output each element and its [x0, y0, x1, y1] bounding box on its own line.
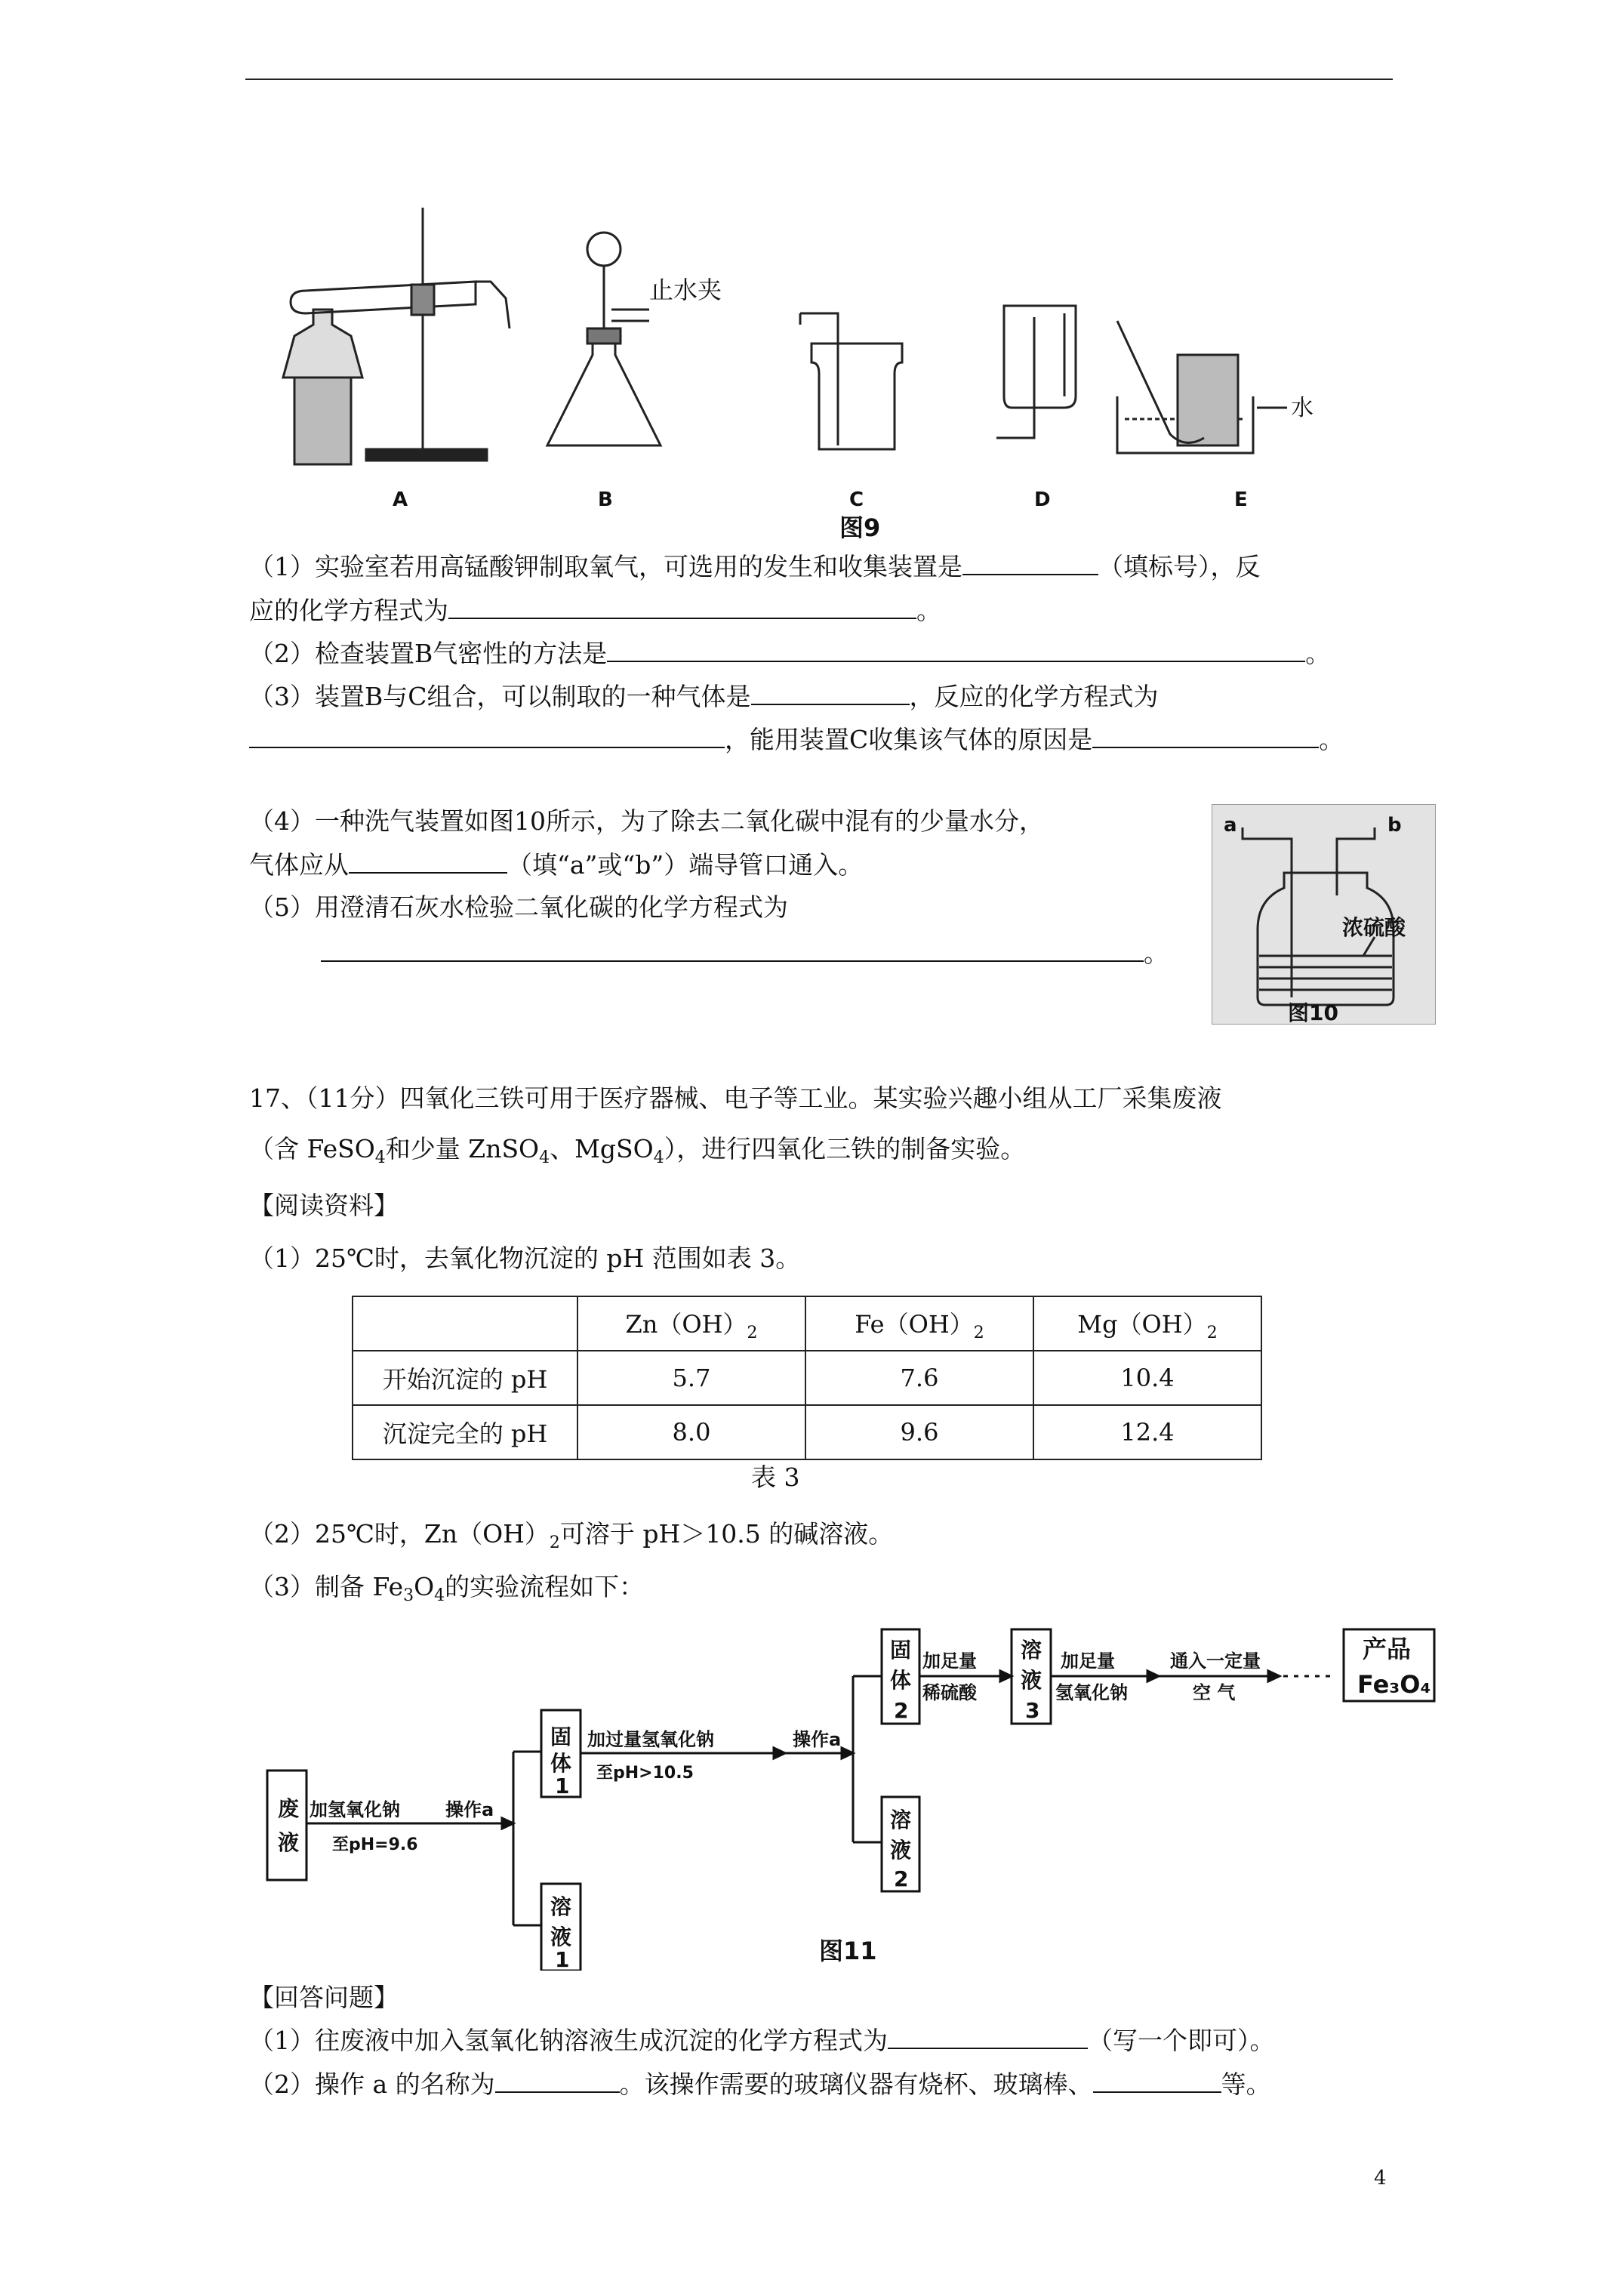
- fig10-label-a: a: [1224, 814, 1237, 837]
- step4-top: 加足量: [1061, 1650, 1115, 1672]
- gas-bottle-icon: [812, 344, 902, 449]
- figure-9: [249, 193, 1427, 555]
- product-bottom: Fe₃O₄: [1357, 1670, 1431, 1699]
- sol3-1: 溶: [1021, 1638, 1042, 1663]
- table-header-row: [353, 1296, 1261, 1351]
- conical-flask-icon: [547, 344, 661, 445]
- fig11-caption: 图11: [819, 1937, 877, 1965]
- reading-2: （2）25℃时，$Zn(OH)_2$可溶于 pH＞10.5 的碱溶液。: [249, 1519, 894, 1552]
- q17-intro-1: 17、（11分）四氧化三铁可用于医疗器械、电子等工业。某实验兴趣小组从工厂采集废液: [249, 1083, 1222, 1113]
- sol2-3: 2: [894, 1866, 909, 1891]
- header-rule: [245, 79, 1393, 80]
- acid-label: 浓硫酸: [1342, 915, 1406, 940]
- sol2-2: 液: [890, 1838, 912, 1863]
- table-cell: 5.7: [577, 1351, 805, 1405]
- q16-line-8: （5）用澄清石灰水检验二氧化碳的化学方程式为: [249, 892, 788, 922]
- sol1-3: 1: [555, 1947, 570, 1971]
- answer-blank: [448, 593, 916, 619]
- table-header-cell: $Fe(OH)_2$: [805, 1296, 1033, 1351]
- step3-bottom: 稀硫酸: [922, 1682, 977, 1703]
- table-cell: 7.6: [805, 1351, 1033, 1405]
- fig9-label-b: B: [598, 488, 613, 511]
- q16-line-7: 气体应从 （填“a”或“b”）端导管口通入。: [249, 848, 863, 882]
- sol3-2: 液: [1021, 1668, 1042, 1693]
- waste-label-1: 废: [278, 1796, 300, 1821]
- step4-bottom: 氢氧化钠: [1055, 1682, 1128, 1703]
- answer-blank: [1092, 723, 1319, 748]
- waste-box: [267, 1771, 306, 1880]
- step3-top: 加足量: [922, 1650, 977, 1672]
- q16-line-1: （1）实验室若用高锰酸钾制取氧气，可选用的发生和收集装置是 （填标号），反: [249, 550, 1261, 584]
- table-cell: 9.6: [805, 1405, 1033, 1459]
- step2-bottom: 至pH>10.5: [596, 1764, 694, 1783]
- fig9-caption: 图9: [839, 513, 881, 542]
- figure-11: [264, 1623, 1449, 1971]
- table-caption: 表 3: [751, 1462, 800, 1492]
- answer-blank: [607, 636, 1305, 662]
- table-cell: 12.4: [1033, 1405, 1261, 1459]
- answer-blank: [321, 936, 1144, 962]
- waste-label-2: 液: [278, 1830, 300, 1855]
- q16-line-2: 应的化学方程式为 。: [249, 593, 941, 627]
- answer-blank: [962, 550, 1098, 575]
- fig9-label-e: E: [1234, 488, 1248, 511]
- answer-2: （2）操作 a 的名称为 。该操作需要的玻璃仪器有烧杯、玻璃棒、 等。: [249, 2067, 1271, 2101]
- table-row: [353, 1405, 1261, 1459]
- q16-line-9: 。: [321, 936, 1169, 970]
- answer-blank: [249, 723, 725, 748]
- sol1-1: 溶: [550, 1894, 572, 1919]
- q17-intro-2: （含 FeSO$_4$和少量 ZnSO$_4$、MgSO$_4$），进行四氧化三铁的制备实验。: [249, 1134, 1026, 1167]
- table-cell: 沉淀完全的 pH: [353, 1405, 577, 1459]
- answer-blank: [751, 680, 910, 705]
- fig9-label-a: A: [393, 488, 408, 511]
- step2-top: 加过量氢氧化钠: [587, 1729, 714, 1750]
- answer-heading: 【回答问题】: [249, 1983, 399, 2012]
- answer-blank: [495, 2067, 620, 2093]
- sol2-1: 溶: [890, 1808, 912, 1832]
- step1-bottom: 至pH=9.6: [332, 1835, 418, 1854]
- figure-10: [1212, 804, 1436, 1025]
- table-cell: 8.0: [577, 1405, 805, 1459]
- solid1-1: 固: [550, 1724, 572, 1749]
- sol1-2: 液: [550, 1925, 572, 1949]
- solid2-1: 固: [890, 1638, 912, 1663]
- step5-top: 通入一定量: [1170, 1650, 1261, 1672]
- fig9-label-d: D: [1034, 488, 1051, 511]
- q16-line-3: （2）检查装置B气密性的方法是 。: [249, 636, 1330, 670]
- op1-label: 操作a: [445, 1799, 494, 1820]
- q16-line-5: ，能用装置C收集该气体的原因是 。: [249, 723, 1344, 757]
- table-3: [352, 1296, 1262, 1460]
- product-top: 产品: [1363, 1635, 1412, 1663]
- step1-top: 加氢氧化钠: [310, 1799, 400, 1820]
- read-heading: 【阅读资料】: [249, 1191, 399, 1220]
- page-number: 4: [1374, 2167, 1387, 2190]
- table-header-cell: $Zn(OH)_2$: [577, 1296, 805, 1351]
- answer-blank: [349, 848, 507, 874]
- solid2-3: 2: [894, 1698, 909, 1723]
- op2-label: 操作a: [793, 1729, 842, 1750]
- q16-line-6: （4）一种洗气装置如图10所示，为了除去二氧化碳中混有的少量水分，: [249, 806, 1044, 836]
- solid1-3: 1: [555, 1774, 570, 1798]
- reading-3: （3）制备 $Fe_3O_4$的实验流程如下：: [249, 1572, 645, 1605]
- fig9-label-c: C: [849, 488, 864, 511]
- solid1-2: 体: [550, 1751, 572, 1776]
- solid2-2: 体: [890, 1668, 912, 1693]
- table-cell: 开始沉淀的 pH: [353, 1351, 577, 1405]
- clamp-label: 止水夹: [649, 276, 722, 304]
- answer-blank: [1093, 2067, 1221, 2093]
- table-cell: [353, 1296, 577, 1351]
- answer-1: （1）往废液中加入氢氧化钠溶液生成沉淀的化学方程式为 （写一个即可）。: [249, 2023, 1275, 2057]
- fig10-label-b: b: [1387, 814, 1402, 837]
- table-row: [353, 1351, 1261, 1405]
- q16-line-4: （3）装置B与C组合，可以制取的一种气体是 ，反应的化学方程式为: [249, 680, 1159, 713]
- table-cell: 10.4: [1033, 1351, 1261, 1405]
- alcohol-lamp-icon: [294, 378, 351, 464]
- reading-1: （1）25℃时，去氧化物沉淀的 pH 范围如表 3。: [249, 1244, 801, 1273]
- table-header-cell: $Mg(OH)_2$: [1033, 1296, 1261, 1351]
- fig10-caption: 图10: [1288, 1000, 1338, 1024]
- water-label: 水: [1291, 395, 1313, 421]
- sol3-3: 3: [1025, 1698, 1040, 1723]
- answer-blank: [888, 2023, 1088, 2049]
- step5-bottom: 空 气: [1193, 1682, 1236, 1703]
